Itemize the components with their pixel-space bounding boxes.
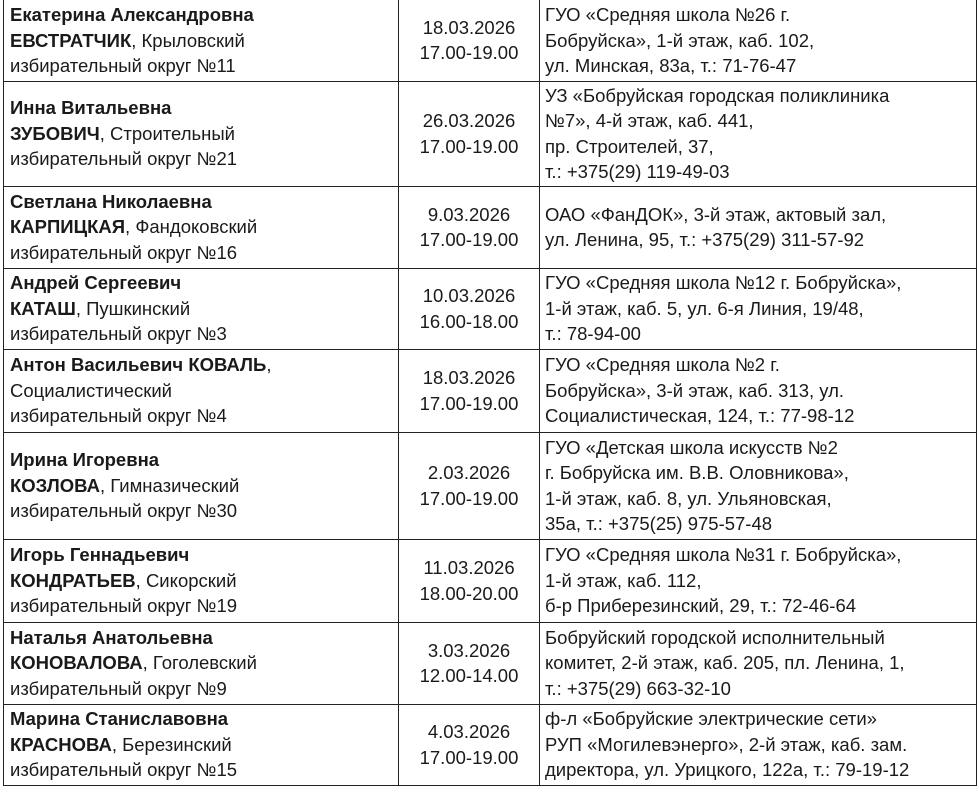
district-name: , Березинский <box>111 733 232 755</box>
reception-hours: 12.00-14.00 <box>419 665 519 686</box>
reception-place-cell <box>540 539 977 622</box>
deputy-cell <box>4 268 399 349</box>
reception-place-cell <box>540 622 977 704</box>
reception-time-cell <box>399 622 540 704</box>
table-row <box>4 622 977 704</box>
reception-place-cell <box>540 81 977 186</box>
place-line: 1-й этаж, каб. 8, ул. Ульяновская, <box>545 487 832 509</box>
deputy-first-name: Андрей Сергеевич <box>10 272 182 294</box>
reception-place-cell <box>540 268 977 349</box>
district-name: , Гимназический <box>99 474 240 496</box>
district-name: , Пушкинский <box>75 297 191 319</box>
deputy-surname: ЕВСТРАТЧИК <box>10 29 132 51</box>
deputy-first-name: Антон Васильевич <box>10 354 184 376</box>
place-line: Бобруйска», 3-й этаж, каб. 313, ул. <box>545 379 845 401</box>
deputy-surname: ЗУБОВИЧ <box>10 122 100 144</box>
reception-hours: 17.00-19.00 <box>419 487 519 509</box>
place-line: г. Бобруйска им. В.В. Оловникова», <box>545 462 849 483</box>
place-line: пр. Строителей, 37, <box>545 135 714 157</box>
place-line: ф-л «Бобруйские электрические сети» <box>545 708 877 730</box>
place-line: ОАО «ФанДОК», 3-й этаж, актовый зал, <box>545 203 887 225</box>
deputy-surname: КРАСНОВА <box>10 733 112 755</box>
table-row <box>4 0 977 81</box>
deputy-first-name: Наталья Анатольевна <box>10 626 213 648</box>
table-body <box>4 0 977 785</box>
table-row <box>4 539 977 622</box>
reception-place-cell <box>540 432 977 539</box>
reception-time-cell <box>399 186 540 268</box>
district-number: избирательный округ №16 <box>10 241 238 263</box>
district-number: избирательный округ №19 <box>10 595 238 617</box>
place-line: т.: +375(29) 119-49-03 <box>545 161 730 182</box>
deputy-surname: КОВАЛЬ <box>188 354 267 376</box>
deputy-first-name: Ирина Игоревна <box>10 449 160 471</box>
place-line: 35а, т.: +375(25) 975-57-48 <box>545 513 773 534</box>
reception-hours: 17.00-19.00 <box>419 42 519 64</box>
place-line: УЗ «Бобруйская городская поликлиника <box>545 84 890 106</box>
place-line: директора, ул. Урицкого, 122а, т.: 79-19-12 <box>545 759 910 781</box>
deputy-cell: Антон Васильевич КОВАЛЬ, Социалистический избирательный округ №4 <box>4 349 399 432</box>
district-name: , Гоголевский <box>142 652 257 674</box>
deputy-surname: КОНДРАТЬЕВ <box>10 569 136 591</box>
district-number: избирательный округ №15 <box>10 759 238 781</box>
place-line: Социалистическая, 124, т.: 77-98-12 <box>545 405 855 427</box>
place-line: ул. Ленина, 95, т.: +375(29) 311-57-92 <box>545 229 865 250</box>
reception-hours: 18.00-20.00 <box>419 582 519 604</box>
district-number: избирательный округ №21 <box>10 148 238 170</box>
reception-date: 18.03.2026 <box>422 367 516 388</box>
deputy-surname: КАТАШ <box>10 297 76 319</box>
deputy-cell <box>4 704 399 785</box>
reception-date: 2.03.2026 <box>427 462 511 483</box>
reception-time-cell <box>399 268 540 349</box>
table-row <box>4 349 977 432</box>
reception-schedule-table <box>3 0 977 786</box>
place-line: Бобруйский городской исполнительный <box>545 626 885 648</box>
reception-place-cell <box>540 186 977 268</box>
place-line: 1-й этаж, каб. 112, <box>545 569 702 591</box>
table-row <box>4 432 977 539</box>
place-line: т.: +375(29) 663-32-10 <box>545 677 731 699</box>
place-line: РУП «Могилевэнерго», 2-й этаж, каб. зам. <box>545 733 908 755</box>
deputy-cell <box>4 539 399 622</box>
reception-hours: 17.00-19.00 <box>419 392 519 414</box>
reception-date: 11.03.2026 <box>423 557 515 578</box>
district-number: избирательный округ №9 <box>10 677 227 699</box>
deputy-first-name: Марина Станиславовна <box>10 708 229 730</box>
reception-date: 9.03.2026 <box>427 203 511 225</box>
reception-time-cell <box>399 432 540 539</box>
reception-date: 18.03.2026 <box>422 16 516 38</box>
district-name: , Фандоковский <box>125 216 258 238</box>
district-number: избирательный округ №4 <box>10 405 227 427</box>
reception-place-cell <box>540 0 977 81</box>
place-line: 1-й этаж, каб. 5, ул. 6-я Линия, 19/48, <box>545 297 864 319</box>
reception-hours: 16.00-18.00 <box>419 310 519 332</box>
table-row <box>4 81 977 186</box>
reception-time-cell <box>399 81 540 186</box>
deputy-cell <box>4 0 399 81</box>
reception-place-cell <box>540 704 977 785</box>
district-name: Социалистический <box>10 379 172 401</box>
deputy-first-name: Инна Витальевна <box>10 97 172 119</box>
place-line: №7», 4-й этаж, каб. 441, <box>545 110 754 131</box>
place-line: ГУО «Средняя школа №12 г. Бобруйска», <box>545 272 902 294</box>
deputy-first-name: Игорь Геннадьевич <box>10 544 190 566</box>
place-line: б-р Приберезинский, 29, т.: 72-46-64 <box>545 595 857 617</box>
deputy-first-name: Екатерина Александровна <box>10 4 254 25</box>
deputy-cell <box>4 622 399 704</box>
district-number: избирательный округ №30 <box>10 500 238 522</box>
reception-date: 4.03.2026 <box>427 721 511 742</box>
reception-time-cell <box>399 539 540 622</box>
place-line: комитет, 2-й этаж, каб. 205, пл. Ленина, 1, <box>545 652 905 674</box>
place-line: ГУО «Средняя школа №31 г. Бобруйска», <box>545 544 902 566</box>
deputy-cell <box>4 81 399 186</box>
reception-hours: 17.00-19.00 <box>419 746 519 768</box>
district-name: , Сикорский <box>135 569 237 591</box>
reception-hours: 17.00-19.00 <box>419 135 519 157</box>
district-number: избирательный округ №11 <box>10 55 236 76</box>
deputy-cell <box>4 432 399 539</box>
deputy-cell <box>4 186 399 268</box>
place-line: ГУО «Детская школа искусств №2 <box>545 436 838 458</box>
reception-time-cell <box>399 349 540 432</box>
table-row <box>4 186 977 268</box>
deputy-surname: КОЗЛОВА <box>10 474 100 496</box>
reception-hours: 17.00-19.00 <box>419 229 519 250</box>
table-row <box>4 268 977 349</box>
place-line: Бобруйска», 1-й этаж, каб. 102, <box>545 29 815 51</box>
place-line: ул. Минская, 83а, т.: 71-76-47 <box>545 55 797 76</box>
place-line: ГУО «Средняя школа №2 г. <box>545 354 780 376</box>
deputy-surname: КОНОВАЛОВА <box>10 652 143 674</box>
deputy-surname: КАРПИЦКАЯ <box>10 216 126 238</box>
reception-time-cell <box>399 0 540 81</box>
place-line: ГУО «Средняя школа №26 г. <box>545 4 791 25</box>
reception-date: 10.03.2026 <box>422 285 516 306</box>
reception-date: 26.03.2026 <box>422 110 516 131</box>
place-line: т.: 78-94-00 <box>545 323 641 345</box>
table-row <box>4 704 977 785</box>
reception-time-cell <box>399 704 540 785</box>
district-name: , Строительный <box>99 122 235 144</box>
deputy-first-name: Светлана Николаевна <box>10 190 212 212</box>
district-number: избирательный округ №3 <box>10 323 227 345</box>
district-name: , Крыловский <box>131 29 245 51</box>
reception-place-cell <box>540 349 977 432</box>
reception-date: 3.03.2026 <box>427 639 511 661</box>
